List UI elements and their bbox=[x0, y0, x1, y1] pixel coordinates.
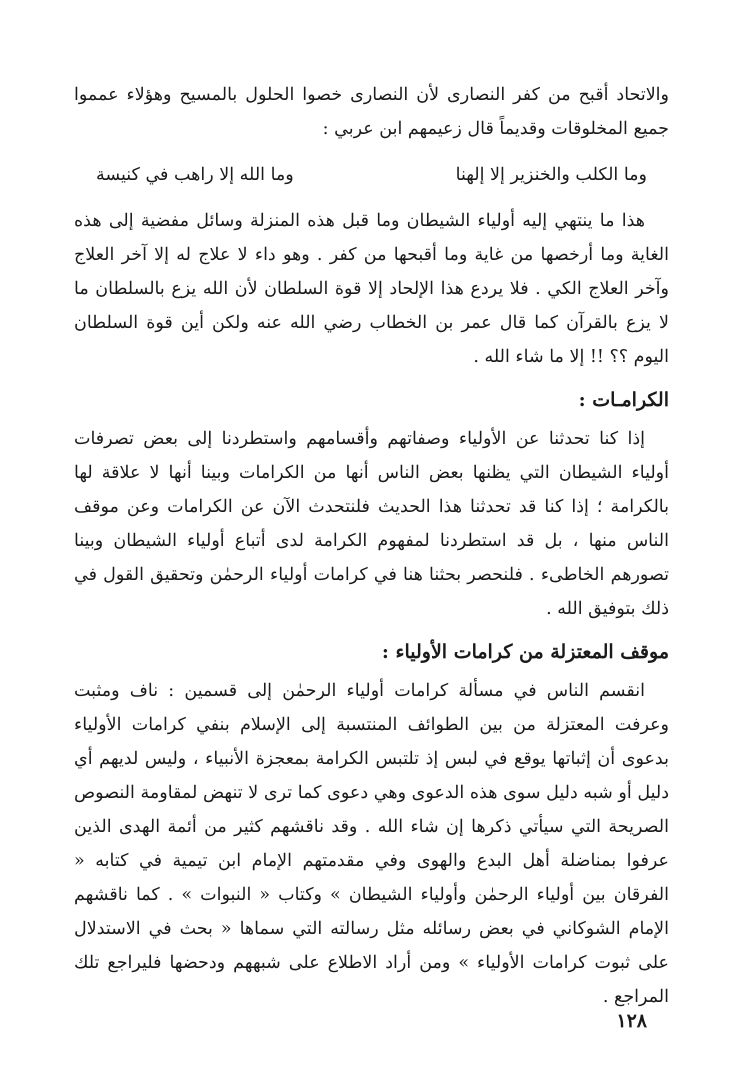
verse-second-hemistich: وما الله إلا راهب في كنيسة bbox=[96, 165, 294, 185]
paragraph-4: انقسم الناس في مسألة كرامات أولياء الرحمٰن إلى قسمين : ناف ومثبت وعرفت المعتزلة من بين الطوائف المنتسبة إلى الإسلام بنفي كرامات الأولياء بدعوى أن إثباتها يوقع في لبس إذ تلتبس الكرامة بمعجزة الأنبياء ، وليس لديهم أي دليل أو شبه دليل سوى هذه الدعوى وهي دعوى كما ترى لا تنهض لمقاومة النصوص الصريحة التي سيأتي ذكرها إن شاء الله . وقد ناقشهم كثير من أئمة الهدى الذين عرفوا بمناضلة أهل البدع والهوى وفي مقدمتهم الإمام ابن تيمية في كتابه « الفرقان بين أولياء الرحمٰن وأولياء الشيطان » وكتاب « النبوات » . كما ناقشهم الإمام الشوكاني في بعض رسائله مثل رسالته التي سماها « بحث في الاستدلال على ثبوت كرامات الأولياء » ومن أراد الاطلاع على شبههم ودحضها فليراجع تلك المراجع . bbox=[74, 681, 669, 1007]
section-heading-mutazila: موقف المعتزلة من كرامات الأولياء : bbox=[381, 641, 669, 663]
paragraph-3: إذا كنا تحدثنا عن الأولياء وصفاتهم وأقسامهم واستطردنا إلى بعض تصرفات أولياء الشيطان التي يظنها بعض الناس أنها من الكرامات وبينا أنها لا علاقة لها بالكرامة ؛ إذا كنا قد تحدثنا هذا الحديث فلنتحدث الآن عن الكرامات وعن موقف الناس منها ، بل قد استطردنا لمفهوم الكرامة لدى أتباع أولياء الشيطان وبينا تصورهم الخاطىء . فلنحصر بحثنا هنا في كرامات أولياء الرحمٰن وتحقيق القول في ذلك بتوفيق الله . bbox=[74, 429, 669, 619]
poetry-verse bbox=[96, 158, 647, 192]
section-heading-karamat: الكرامـات : bbox=[578, 389, 669, 411]
verse-first-hemistich: وما الكلب والخنزير إلا إلهنا bbox=[455, 165, 647, 185]
paragraph-1: والاتحاد أقبح من كفر النصارى لأن النصارى خصوا الحلول بالمسيح وهؤلاء عمموا جميع المخلوقات وقديماً قال زعيمهم ابن عربي : bbox=[74, 85, 669, 139]
paragraph-2: هذا ما ينتهي إليه أولياء الشيطان وما قبل هذه المنزلة وسائل مفضية إلى هذه الغاية وما أرخصها من غاية وما أقبحها من كفر . وهو داء لا علاج له إلا آخر العلاج وآخر العلاج الكي . فلا يردع هذا الإلحاد إلا قوة السلطان لأن الله يزع بالسلطان ما لا يزع بالقرآن كما قال عمر بن الخطاب رضي الله عنه ولكن أين قوة السلطان اليوم ؟؟ !! إلا ما شاء الله . bbox=[74, 211, 669, 367]
page-number: ١٢٨ bbox=[616, 1010, 647, 1032]
